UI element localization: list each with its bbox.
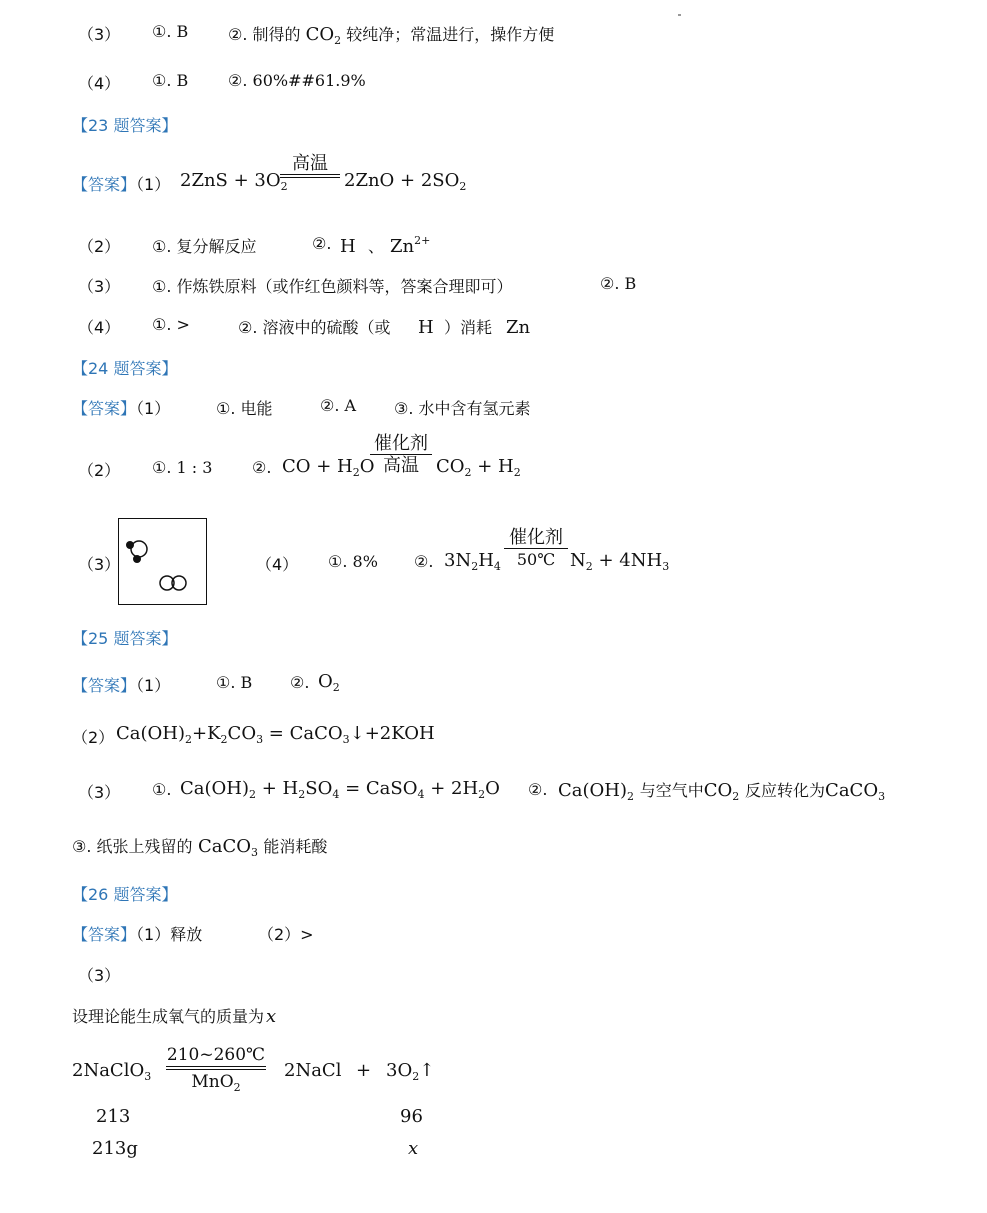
q22-line3-num: （3）: [78, 25, 121, 44]
q23-sep: 、: [368, 237, 385, 256]
q25-eq3: $Ca(OH)_2 + H_2SO_4$ = CaSO$_4$ + $2H_2O$: [180, 778, 500, 801]
q24-answer-label: 【答案】（1）: [72, 399, 171, 418]
q24-eq4-reactants: $3N_2H_4$: [444, 550, 501, 573]
q24-line1-b: ②. A: [320, 396, 357, 415]
q25-line3-c: ③. 纸张上残留的 CaCO$_3$ 能消耗酸: [72, 836, 328, 859]
q24-header: 【24 题答案】: [72, 359, 178, 378]
q23-line2-b: ②.: [312, 234, 332, 253]
q25-line3-a: ①.: [152, 780, 172, 799]
q25-line1-a: ①. B: [216, 673, 253, 692]
q22-line3-a: ①. B: [152, 22, 189, 41]
q23-equation: $2ZnS + 3O_2$: [180, 170, 288, 193]
q22-line4-b: ②. 60%##61.9%: [228, 71, 366, 90]
q23-line4-b: ②. 溶液中的硫酸（或: [238, 318, 391, 337]
q23-line3-a: ①. 作炼铁原料（或作红色颜料等，答案合理即可）: [152, 277, 513, 296]
q26-line2: （2）>: [258, 925, 314, 944]
q24-line4-num: （4）: [256, 555, 299, 574]
q26-line3-num: （3）: [78, 966, 121, 985]
q24-line4: [0, 527, 670, 574]
q26-mass-product: 96: [400, 1106, 423, 1127]
q25-header: 【25 题答案】: [72, 629, 178, 648]
q22-line3-b: ②. 制得的 $CO_2$ 较纯净；常温进行，操作方便: [228, 24, 555, 47]
q24-eq2-condition: 催化剂 高温: [370, 434, 432, 477]
q22-line4-num: （4）: [78, 74, 121, 93]
q24-line4-b: ②.: [414, 552, 434, 571]
q26-equation: [0, 1044, 435, 1094]
q23-line4-ion: H: [418, 317, 434, 338]
q24-eq4-products: $N_2 + 4NH_3$: [570, 550, 670, 573]
q23-ion-h: H: [340, 236, 356, 257]
q23-header: 【23 题答案】: [72, 116, 178, 135]
q23-condition: 高温: [280, 154, 340, 178]
q25-answer-label: 【答案】（1）: [72, 676, 171, 695]
q26-product2: $3O_2↑$: [386, 1060, 435, 1083]
q24-line1-a: ①. 电能: [216, 399, 273, 418]
q23-line4-a: ①. >: [152, 315, 190, 334]
speck: [678, 14, 681, 16]
q25-line2-num: （2）: [72, 728, 115, 747]
q23-line3-b: ②. B: [600, 274, 637, 293]
q24-line2: [0, 433, 521, 480]
q24-eq4-condition: 催化剂 50℃: [504, 528, 568, 571]
q24-line2-num: （2）: [78, 461, 121, 480]
q23-line4-num: （4）: [78, 318, 121, 337]
q23-ion-zn: $Zn^{2+}$: [390, 234, 431, 257]
q26-answer-label: 【答案】（1）释放: [72, 925, 203, 944]
q24-line3-num: （3）: [78, 555, 121, 574]
q24-line4-a: ①. 8%: [328, 552, 378, 571]
q23-answer-label: 【答案】（1）: [72, 175, 171, 194]
molecule-diagram: [118, 518, 207, 605]
q26-unknown: x: [408, 1138, 419, 1159]
q25-eq2: $Ca(OH)_2+K_2CO_3$ = CaCO$_3$↓+2KOH: [116, 723, 435, 746]
q26-mass-reactant: 213: [96, 1106, 131, 1127]
q24-line2-a: ①. 1 : 3: [152, 458, 213, 477]
q26-condition: 210~260℃ MnO$_2$: [166, 1045, 266, 1094]
molecule-icon: [119, 519, 206, 604]
q26-given: 213g: [92, 1138, 138, 1159]
q24-line2-b: ②.: [252, 458, 272, 477]
q26-header: 【26 题答案】: [72, 885, 178, 904]
q22-line4-a: ①. B: [152, 71, 189, 90]
q26-reactant: 2NaClO$_3$: [72, 1060, 152, 1083]
q24-eq2-products: $CO_2 + H_2$: [436, 456, 521, 479]
q25-line3-b-text: $Ca(OH)_2$ 与空气中$CO_2$ 反应转化为CaCO$_3$: [558, 780, 886, 803]
q23-line4-c: ）消耗: [444, 318, 493, 337]
q25-line1-b: ②.: [290, 673, 310, 692]
q26-setup: 设理论能生成氧气的质量为 x: [72, 1006, 277, 1027]
q23-line1: [0, 153, 467, 194]
q23-line2-a: ①. 复分解反应: [152, 237, 257, 256]
q25-line3-b: ②.: [528, 780, 548, 799]
q23-line4-zn: Zn: [506, 317, 531, 338]
q23-equation-products: $2ZnO + 2SO_2$: [344, 170, 467, 193]
q24-eq2-reactants: CO + $H_2O$: [282, 456, 375, 479]
q24-line1-c: ③. 水中含有氢元素: [394, 399, 531, 418]
q26-product1: 2NaCl: [284, 1060, 342, 1081]
q25-line3-num: （3）: [78, 783, 121, 802]
q25-o2: $O_2$: [318, 671, 340, 694]
q26-plus: +: [356, 1060, 372, 1081]
q23-line2-num: （2）: [78, 237, 121, 256]
q23-line3-num: （3）: [78, 277, 121, 296]
